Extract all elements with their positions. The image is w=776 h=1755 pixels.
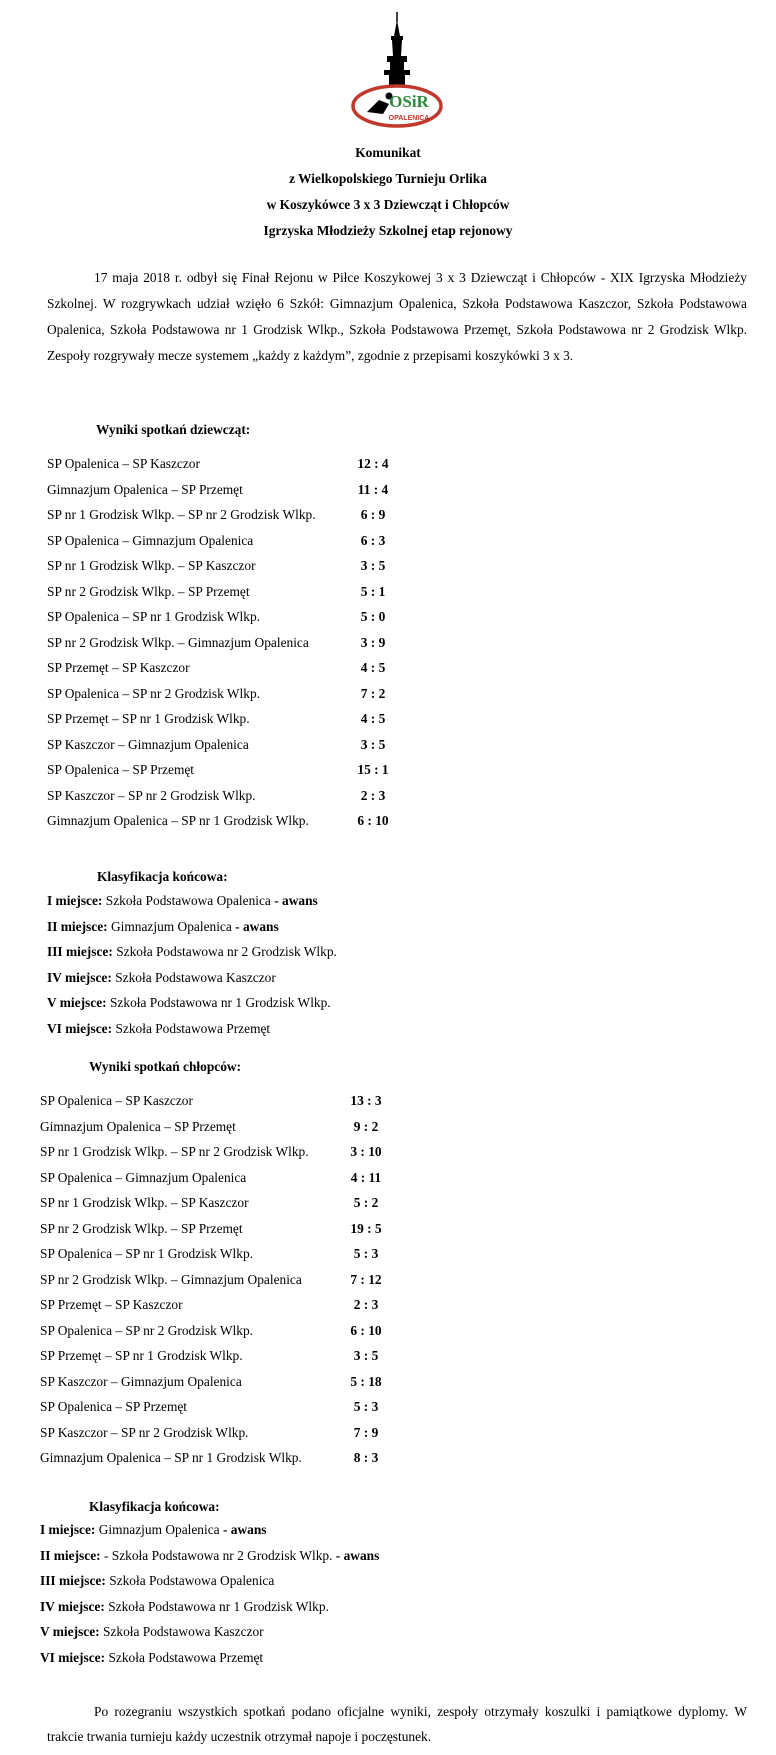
match-teams: SP Opalenica – SP Przemęt — [40, 1399, 188, 1414]
result-row — [47, 528, 477, 554]
ranking-place: II miejsce: — [40, 1547, 101, 1563]
boys-ranking-list — [40, 1517, 379, 1670]
ranking-row — [40, 1619, 379, 1645]
ranking-school: Szkoła Podstawowa Opalenica — [105, 893, 271, 908]
result-row — [40, 1318, 470, 1344]
header-subtitle-2: w Koszykówce 3 x 3 Dziewcząt i Chłopców — [266, 197, 510, 212]
ranking-place: V miejsce: — [47, 995, 107, 1010]
boys-results-title: Wyniki spotkań chłopców: — [89, 1059, 242, 1074]
match-teams: SP Kaszczor – Gimnazjum Opalenica — [47, 736, 249, 752]
ranking-school: Szkoła Podstawowa nr 1 Grodzisk Wlkp. — [109, 995, 331, 1010]
match-score: 6 : 10 — [350, 1322, 382, 1338]
boys-results-table — [40, 1088, 470, 1471]
result-row — [47, 502, 477, 528]
match-score: 11 : 4 — [357, 481, 389, 497]
ranking-row — [40, 1568, 379, 1594]
ranking-school: Szkoła Podstawowa Przemęt — [108, 1649, 264, 1665]
result-row — [40, 1420, 470, 1446]
match-teams: SP Opalenica – SP Kaszczor — [47, 456, 200, 471]
match-teams: SP Przemęt – SP nr 1 Grodzisk Wlkp. — [47, 711, 250, 726]
match-teams: SP Opalenica – SP Przemęt — [47, 762, 195, 777]
ranking-row — [47, 965, 337, 991]
closing-paragraph — [47, 1699, 747, 1749]
result-row — [47, 604, 477, 630]
match-teams: SP Przemęt – SP Kaszczor — [47, 660, 190, 675]
match-teams: SP Przemęt – SP nr 1 Grodzisk Wlkp. — [40, 1348, 243, 1363]
result-row — [40, 1267, 470, 1293]
match-teams: SP Opalenica – Gimnazjum Opalenica — [47, 532, 254, 548]
match-score: 5 : 0 — [360, 609, 386, 624]
ranking-advance-label: - awans — [231, 918, 279, 934]
ranking-school: Szkoła Podstawowa Opalenica — [109, 1573, 275, 1588]
result-row — [40, 1394, 470, 1420]
girls-ranking-title: Klasyfikacja końcowa: — [97, 869, 228, 884]
result-row — [47, 630, 477, 656]
match-score: 2 : 3 — [353, 1297, 379, 1312]
ranking-place: II miejsce: — [47, 918, 108, 934]
result-row — [47, 451, 477, 477]
result-row — [47, 732, 477, 758]
match-score: 5 : 3 — [353, 1246, 379, 1261]
result-row — [40, 1292, 470, 1318]
match-score: 3 : 10 — [350, 1144, 382, 1159]
result-row — [40, 1216, 470, 1242]
boys-ranking-title: Klasyfikacja końcowa: — [89, 1499, 220, 1514]
match-teams: Gimnazjum Opalenica – SP Przemęt — [47, 481, 243, 497]
ranking-advance-label: - awans — [332, 1547, 380, 1563]
match-teams: SP Kaszczor – SP nr 2 Grodzisk Wlkp. — [47, 787, 256, 803]
girls-results-title: Wyniki spotkań dziewcząt: — [96, 422, 251, 437]
match-score: 13 : 3 — [350, 1093, 382, 1108]
match-teams: SP Opalenica – SP nr 2 Grodzisk Wlkp. — [47, 685, 260, 701]
match-teams: Gimnazjum Opalenica – SP Przemęt — [40, 1118, 236, 1134]
result-row — [40, 1139, 470, 1165]
intro-text: 17 maja 2018 r. odbył się Finał Rejonu w Piłce Koszykowej 3 x 3 Dziewcząt i Chłopców - XIX Igrzyska Młodzieży Szkolnej. W rozgrywkach udział wzięło 6 Szkół: Gimnazjum Opalenica, Szkoła Podstawowa Kaszczor, Szkoła Podstawowa Opalenica, Szkoła Podstawowa nr 1 Grodzisk Wlkp., Szkoła Podstawowa Przemęt, Szkoła Podstawowa nr 2 Grodzisk Wlkp. Zespoły rozgrywały mecze systemem „każdy z każdym”, zgodnie z przepisami koszykówki 3 x 3. — [47, 270, 747, 363]
result-row — [47, 579, 477, 605]
match-teams: SP nr 2 Grodzisk Wlkp. – Gimnazjum Opalenica — [47, 634, 309, 650]
ranking-place: IV miejsce: — [47, 969, 112, 985]
ranking-school: Gimnazjum Opalenica — [98, 1522, 220, 1537]
intro-paragraph — [47, 265, 747, 369]
ranking-row — [40, 1594, 379, 1620]
ranking-row — [40, 1645, 379, 1671]
match-score: 5 : 18 — [350, 1373, 382, 1389]
match-score: 5 : 3 — [353, 1399, 379, 1414]
match-score: 7 : 2 — [360, 685, 386, 701]
result-row — [47, 783, 477, 809]
match-score: 19 : 5 — [350, 1220, 382, 1236]
girls-results-table — [47, 451, 477, 834]
ranking-school: Szkoła Podstawowa Kaszczor — [115, 969, 276, 985]
match-teams: SP nr 2 Grodzisk Wlkp. – SP Przemęt — [47, 583, 250, 599]
header-subtitle-1: z Wielkopolskiego Turnieju Orlika — [289, 171, 487, 186]
header-subtitle-3: Igrzyska Młodzieży Szkolnej etap rejonowy — [263, 223, 513, 238]
logo-letters: OSiR — [389, 92, 429, 111]
result-row — [40, 1343, 470, 1369]
match-score: 5 : 2 — [353, 1195, 379, 1210]
match-teams: SP nr 1 Grodzisk Wlkp. – SP Kaszczor — [40, 1195, 249, 1210]
match-score: 6 : 3 — [360, 532, 386, 548]
match-score: 3 : 5 — [360, 736, 386, 752]
match-score: 3 : 5 — [360, 558, 386, 573]
match-score: 5 : 1 — [360, 583, 386, 599]
match-score: 3 : 9 — [360, 634, 386, 650]
result-row — [40, 1241, 470, 1267]
match-score: 12 : 4 — [357, 456, 389, 471]
ranking-place: III miejsce: — [47, 944, 113, 959]
match-teams: Gimnazjum Opalenica – SP nr 1 Grodzisk Wlkp. — [40, 1450, 302, 1465]
ranking-place: VI miejsce: — [47, 1020, 113, 1036]
ranking-row — [40, 1543, 379, 1569]
match-score: 3 : 5 — [353, 1348, 379, 1363]
match-teams: SP Opalenica – SP Kaszczor — [40, 1093, 193, 1108]
match-teams: SP Opalenica – SP nr 2 Grodzisk Wlkp. — [40, 1322, 253, 1338]
result-row — [47, 477, 477, 503]
ranking-school: Szkoła Podstawowa Przemęt — [115, 1020, 271, 1036]
match-score: 2 : 3 — [360, 787, 386, 803]
result-row — [40, 1369, 470, 1395]
ranking-place: III miejsce: — [40, 1573, 106, 1588]
match-score: 6 : 10 — [357, 813, 389, 828]
result-row — [40, 1088, 470, 1114]
ranking-row — [40, 1517, 379, 1543]
match-teams: SP Opalenica – SP nr 1 Grodzisk Wlkp. — [40, 1246, 253, 1261]
result-row — [40, 1114, 470, 1140]
result-row — [47, 757, 477, 783]
ranking-place: V miejsce: — [40, 1624, 100, 1639]
match-teams: SP Opalenica – Gimnazjum Opalenica — [40, 1169, 247, 1185]
ranking-row — [47, 1016, 337, 1042]
match-teams: Gimnazjum Opalenica – SP nr 1 Grodzisk Wlkp. — [47, 813, 309, 828]
match-teams: SP nr 2 Grodzisk Wlkp. – Gimnazjum Opalenica — [40, 1271, 302, 1287]
ranking-row — [47, 990, 337, 1016]
result-row — [40, 1445, 470, 1471]
match-teams: SP Przemęt – SP Kaszczor — [40, 1297, 183, 1312]
match-score: 7 : 9 — [353, 1424, 379, 1440]
result-row — [47, 655, 477, 681]
ranking-row — [47, 888, 337, 914]
ranking-advance-label: - awans — [270, 893, 318, 908]
match-teams: SP nr 2 Grodzisk Wlkp. – SP Przemęt — [40, 1220, 243, 1236]
match-score: 4 : 5 — [360, 660, 386, 675]
match-score: 4 : 5 — [360, 711, 386, 726]
result-row — [47, 553, 477, 579]
result-row — [47, 808, 477, 834]
ranking-place: I miejsce: — [47, 893, 103, 908]
match-score: 9 : 2 — [353, 1118, 379, 1134]
ranking-row — [47, 914, 337, 940]
ranking-school: - Szkoła Podstawowa nr 2 Grodzisk Wlkp. — [103, 1547, 333, 1563]
ranking-school: Szkoła Podstawowa Kaszczor — [102, 1624, 264, 1639]
ranking-place: IV miejsce: — [40, 1598, 105, 1614]
ranking-row — [47, 939, 337, 965]
match-score: 4 : 11 — [350, 1169, 382, 1185]
ranking-school: Gimnazjum Opalenica — [110, 918, 232, 934]
girls-ranking-list — [47, 888, 337, 1041]
match-teams: SP Opalenica – SP nr 1 Grodzisk Wlkp. — [47, 609, 260, 624]
ranking-school: Szkoła Podstawowa nr 2 Grodzisk Wlkp. — [116, 944, 337, 959]
result-row — [47, 681, 477, 707]
match-teams: SP Kaszczor – SP nr 2 Grodzisk Wlkp. — [40, 1424, 249, 1440]
result-row — [47, 706, 477, 732]
match-teams: SP nr 1 Grodzisk Wlkp. – SP nr 2 Grodzisk Wlkp. — [40, 1144, 309, 1159]
ranking-place: VI miejsce: — [40, 1649, 106, 1665]
match-score: 6 : 9 — [360, 507, 386, 522]
ranking-advance-label: - awans — [219, 1522, 267, 1537]
header-title: Komunikat — [355, 145, 421, 160]
match-score: 15 : 1 — [357, 762, 389, 777]
document-header — [0, 140, 776, 244]
match-teams: SP Kaszczor – Gimnazjum Opalenica — [40, 1373, 242, 1389]
result-row — [40, 1165, 470, 1191]
match-teams: SP nr 1 Grodzisk Wlkp. – SP Kaszczor — [47, 558, 256, 573]
ranking-place: I miejsce: — [40, 1522, 96, 1537]
ranking-school: Szkoła Podstawowa nr 1 Grodzisk Wlkp. — [108, 1598, 329, 1614]
result-row — [40, 1190, 470, 1216]
logo-town: OPALENICA — [388, 115, 430, 122]
closing-text: Po rozegraniu wszystkich spotkań podano oficjalne wyniki, zespoły otrzymały koszulki i pamiątkowe dyplomy. W trakcie trwania turnieju każdy uczestnik otrzymał napoje i poczęstunek. — [47, 1704, 747, 1744]
match-score: 7 : 12 — [350, 1271, 382, 1287]
match-teams: SP nr 1 Grodzisk Wlkp. – SP nr 2 Grodzisk Wlkp. — [47, 507, 316, 522]
osir-logo — [349, 12, 445, 136]
match-score: 8 : 3 — [353, 1450, 379, 1465]
